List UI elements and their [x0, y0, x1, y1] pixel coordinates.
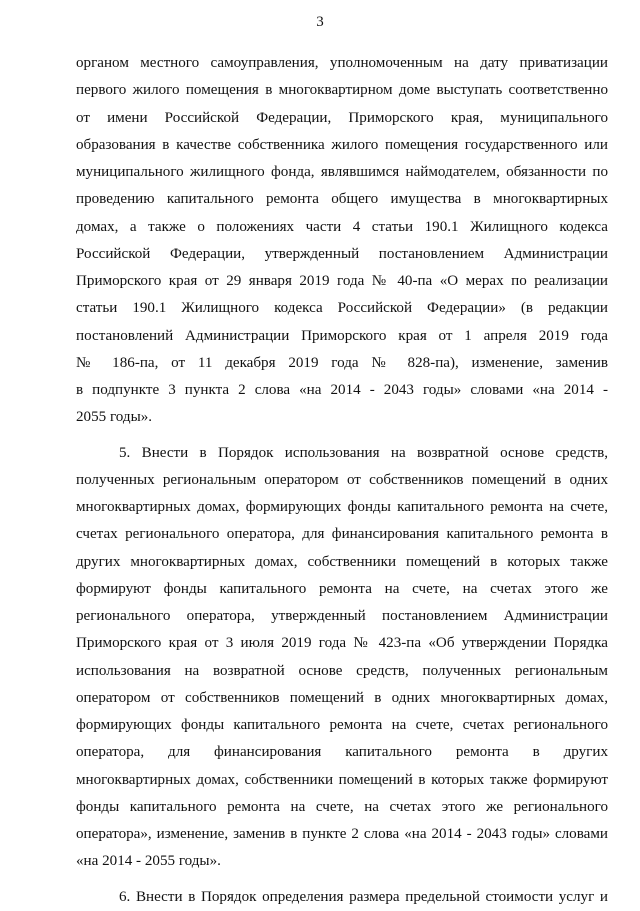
text-line: проведению капитального ремонта общего имущества в многоквартирных	[76, 191, 608, 208]
text-line: полученных региональным оператором от собственников помещений в одних	[76, 471, 608, 488]
text-line: 5. Внести в Порядок использования на возвратной основе средств,	[119, 444, 608, 461]
text-line: оператора, для финансирования капитального ремонта в других	[76, 744, 608, 761]
paragraph-5	[76, 440, 608, 876]
text-line: «на 2014 - 2055 годы».	[76, 853, 221, 870]
text-line: Российской Федерации, утвержденный постановлением Администрации	[76, 245, 608, 262]
text-line: органом местного самоуправления, уполномоченным на дату приватизации	[76, 55, 608, 71]
text-line: в подпункте 3 пункта 2 слова «на 2014 - 2043 годы» словами «на 2014 -	[76, 382, 608, 398]
text-line: домах, а также о положениях части 4 статьи 190.1 Жилищного кодекса	[76, 218, 608, 235]
text-line: оператора», изменение, заменив в пункте 2 слова «на 2014 - 2043 годы» словами	[76, 826, 608, 842]
text-line: формируют фонды капитального ремонта на счете, на счетах этого же	[76, 580, 608, 597]
text-line: от имени Российской Федерации, Приморского края, муниципального	[76, 109, 608, 126]
paragraph-6	[76, 884, 608, 911]
text-line: формирующих фонды капитального ремонта на счете, счетах регионального	[76, 717, 608, 733]
text-line: статьи 190.1 Жилищного кодекса Российской Федерации» (в редакции	[76, 300, 608, 317]
text-line: других многоквартирных домах, собственники помещений в которых также	[76, 553, 608, 570]
text-line: муниципального жилищного фонда, являвшимся наймодателем, обязанности по	[76, 164, 608, 180]
text-line: фонды капитального ремонта на счете, на счетах этого же регионального	[76, 798, 608, 815]
text-line: первого жилого помещения в многоквартирном доме выступать соответственно	[76, 82, 608, 99]
page-number: 3	[316, 14, 324, 30]
text-line: № 186-па, от 11 декабря 2019 года № 828-па), изменение, заменив	[76, 354, 608, 371]
document-body	[76, 50, 608, 911]
text-line: образования в качестве собственника жилого помещения государственного или	[76, 136, 608, 153]
text-line: Приморского края от 29 января 2019 года № 40-па «О мерах по реализации	[76, 273, 608, 289]
text-line: регионального оператора, утвержденный постановлением Администрации	[76, 608, 608, 624]
paragraph-4-continuation	[76, 50, 608, 432]
text-line: Приморского края от 3 июля 2019 года № 423-па «Об утверждении Порядка	[76, 635, 608, 652]
text-line: многоквартирных домах, формирующих фонды капитального ремонта на счете,	[76, 499, 608, 515]
text-line: использования на возвратной основе средств, полученных региональным	[76, 662, 608, 679]
text-line: оператором от собственников помещений в одних многоквартирных домах,	[76, 689, 608, 706]
text-line: многоквартирных домах, собственники помещений в которых также формируют	[76, 771, 608, 788]
text-line: 2055 годы».	[76, 409, 153, 426]
text-line: постановлений Администрации Приморского края от 1 апреля 2019 года	[76, 327, 608, 344]
text-line: 6. Внести в Порядок определения размера предельной стоимости услуг и	[119, 888, 608, 905]
text-line: счетах регионального оператора, для финансирования капитального ремонта в	[76, 526, 608, 543]
